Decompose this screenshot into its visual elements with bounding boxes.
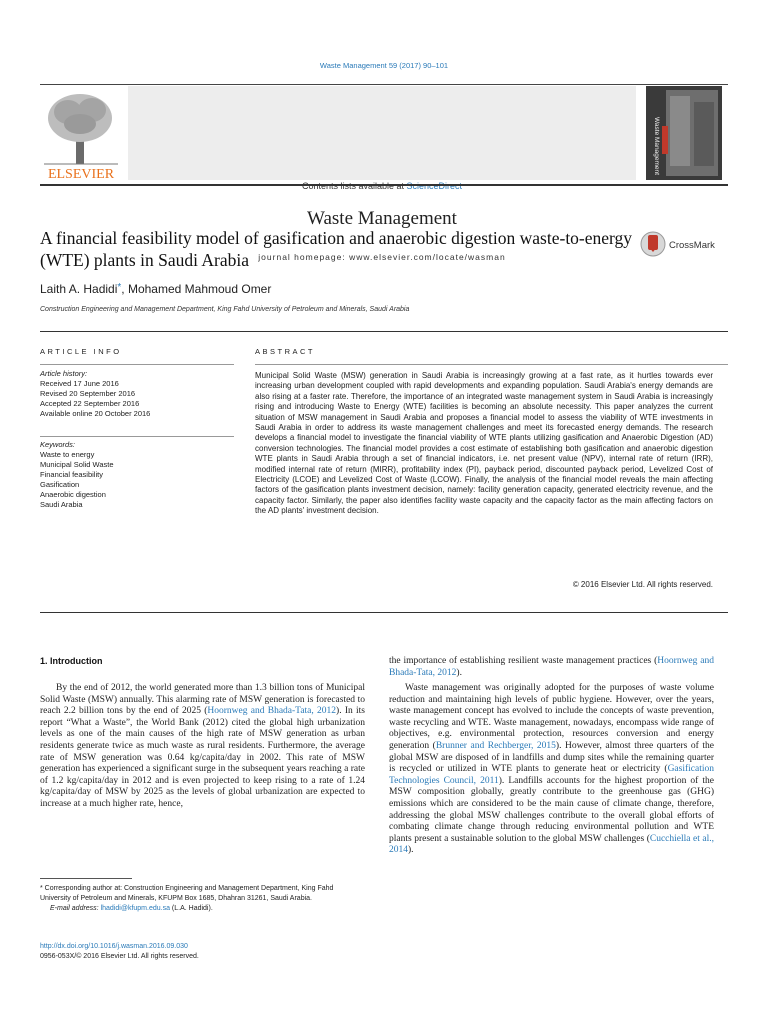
elsevier-logo [40,88,122,182]
text-run: ). [408,845,414,856]
publisher-name: ELSEVIER [47,167,115,182]
journal-cover-image [640,86,728,180]
email-label: E-mail address: [50,905,99,912]
doi-block [40,942,199,962]
keyword-item: Municipal Solid Waste [40,460,114,469]
article-title: A financial feasibility model of gasification and anaerobic digestion waste-to-energy (WTE) plants in Saudi Arabia [40,228,633,270]
history-received: Received 17 June 2016 [40,379,119,388]
text-run: Waste management was originally adopted for the purposes of waste volume reduction and maintaining high levels of public hygiene. However, over the years, waste management concept has evolved to include the concepts of waste prevention, waste recycling and WTE. Waste management, nowadays, encompass wide range of objectives, e.g. environmental protection, resources conversion and energy generation ( [389,683,714,751]
abstract-rule [255,364,728,365]
history-accepted: Accepted 22 September 2016 [40,399,140,408]
footnote-text: Corresponding author at: Construction Engineering and Management Department, King Fahd University of Petroleum and Minerals, KFUPM Box 1685, Dhahran 31261, Saudi Arabia. [40,885,334,902]
contents-prefix: Contents lists available at [301,181,407,191]
article-history [40,369,234,419]
history-label: Article history: [40,369,88,378]
author-hadidi[interactable]: Laith A. Hadidi [40,282,118,296]
keywords-label: Keywords: [40,440,76,449]
rule-below-abstract [40,612,728,613]
author-list [40,282,271,296]
keyword-item: Saudi Arabia [40,500,83,509]
corresponding-author-mark[interactable]: * [117,282,122,293]
contents-line [128,181,636,191]
citation-link[interactable]: Brunner and Rechberger, 2015 [435,740,556,751]
header-rule-bottom [40,184,728,186]
affiliation: Construction Engineering and Management Department, King Fahd University of Petroleum and Minerals, Saudi Arabia [40,306,410,313]
text-run: ). In its report “What a Waste”, the World Bank (2012) cited the global high urbanization levels as one of the main causes of the high rate of MSW generation as urban residents generate twice as much waste as rural residents. Furthermore, the average rate of MSW generation was 0.64 kg/capita/day in 2002. This rate of MSW generation has experienced a significant surge in the subsequent years reaching a rate of 1.2 kg/capita/day in 2012 and is even projected to keep rising to a rate of 1.24 kg/capita/day of MSW by 2025 as the levels of global urbanization are expected to increase at a much higher rate, hence, [40,706,365,809]
introduction-paragraph-2 [389,683,714,857]
footnote-address [40,884,365,904]
citation-link[interactable]: Hoornweg and Bhada-Tata, 2012 [389,656,714,678]
cover-title: Waste Management [653,117,660,175]
keyword-list [40,440,234,510]
header-rule-top [40,84,728,85]
homepage-prefix: journal homepage: [258,252,350,262]
text-run: ). [456,667,462,678]
citation-link[interactable]: Hoornweg and Bhada-Tata, 2012 [207,706,337,717]
info-rule [40,364,234,365]
keyword-item: Waste to energy [40,450,95,459]
sciencedirect-link[interactable]: ScienceDirect [406,181,463,191]
corresponding-author-footnote [40,884,365,914]
rule-above-info [40,331,728,332]
journal-name: Waste Management [307,208,457,229]
abstract-heading: ABSTRACT [255,347,316,356]
email-suffix: (L.A. Hadidi). [169,905,213,912]
journal-citation: Waste Management 59 (2017) 90–101 [319,61,449,70]
footnote-rule [40,878,132,879]
history-revised: Revised 20 September 2016 [40,389,136,398]
keyword-item: Gasification [40,480,80,489]
history-online: Available online 20 October 2016 [40,409,151,418]
text-run: By the end of 2012, the world generated more than 1.3 billion tons of Municipal Solid Waste (MSW) annually. This alarming rate of MSW generation is forecasted to reach 2.2 billion tons by the end of 2025 ( [40,683,365,717]
keywords-rule [40,436,234,437]
abstract-text: Municipal Solid Waste (MSW) generation in Saudi Arabia is increasingly growing at a fast rate, as it hurtles towards ever increasing urban development coupled with rapid developments and expanding population. Saudi Arabia's energy demands are also rising at a faster rate. Therefore, the importance of an integrated waste management system in Saudi Arabia is increasingly rising and introducing Waste to Energy (WTE) facilities is becoming an absolute necessity. This paper analyzes the current situation of MSW management in Saudi Arabia and proposes a financial model to assess the viability of WTE investments in Saudi Arabia in order to address its waste management challenges and meet its forecasted energy demands. The research develops a financial model to investigate the financial viability of WTE plants utilizing gasification and Anaerobic Digestion (AD) conversion technologies. The financial model provides a cost estimate of establishing both gasification and anaerobic digestion WTE plants in Saudi Arabia through a set of financial indicators, i.e. net present value (NPV), internal rate of return (IRR), modified internal rate of return (MIRR), profitability index (PI), payback period, discounted payback period, Levelized Cost of Electricity (LCOE) and Levelized Cost of Waste (LCOW). Finally, the analysis of the financial model reveals the main affecting factors of the gasification plants investment decision, namely: facility generation capacity, generated electricity revenue, and the capacity factor. Similarly, the paper also identifies facility waste capacity and the capacity factor as the main affecting factors on the AD plants' investment decision. [255,371,713,516]
email-link[interactable]: lhadidi@kfupm.edu.sa [100,905,170,912]
introduction-paragraph-1-continued [389,656,714,679]
abstract-copyright: © 2016 Elsevier Ltd. All rights reserved. [572,580,713,589]
text-run: ). Landfills accounts for the highest proportion of the MSW composition globally, greatly contribute to the greenhouse gas (GHG) emissions which are considered to be the main cause of climate change, therefore, addressing the global MSW challenges contribute to the overall global efforts of combating climate change through reducing environmental pollution and WTE plants present a sustainable solution to the global MSW challenges ( [389,775,714,844]
crossmark-badge[interactable] [640,230,730,258]
keyword-item: Anaerobic digestion [40,490,106,499]
text-run: the importance of establishing resilient waste management practices ( [389,656,658,666]
issn-copyright: 0956-053X/© 2016 Elsevier Ltd. All rights reserved. [40,953,199,960]
crossmark-label: CrossMark [669,240,715,251]
footnote-mark: * [40,885,43,892]
citation-link[interactable]: Cucchiella et al., 2014 [389,833,714,856]
footnote-email [40,904,365,914]
doi-link[interactable]: http://dx.doi.org/10.1016/j.wasman.2016.09.030 [40,943,188,950]
article-info-heading: ARTICLE INFO [40,347,122,356]
keyword-item: Financial feasibility [40,470,103,479]
introduction-paragraph-1 [40,683,365,811]
author-omer[interactable]: , Mohamed Mahmoud Omer [121,282,272,296]
text-run: ). However, almost three quarters of the global MSW are disposed of in landfills and dump sites while the remaining quarter is recycled or utilized in WTE plants to generate heat or electricity ( [389,740,714,775]
homepage-url[interactable]: www.elsevier.com/locate/wasman [349,252,506,262]
section-heading-introduction: 1. Introduction [40,656,103,666]
citation-link[interactable]: Gasification Technologies Council, 2011 [389,764,714,786]
